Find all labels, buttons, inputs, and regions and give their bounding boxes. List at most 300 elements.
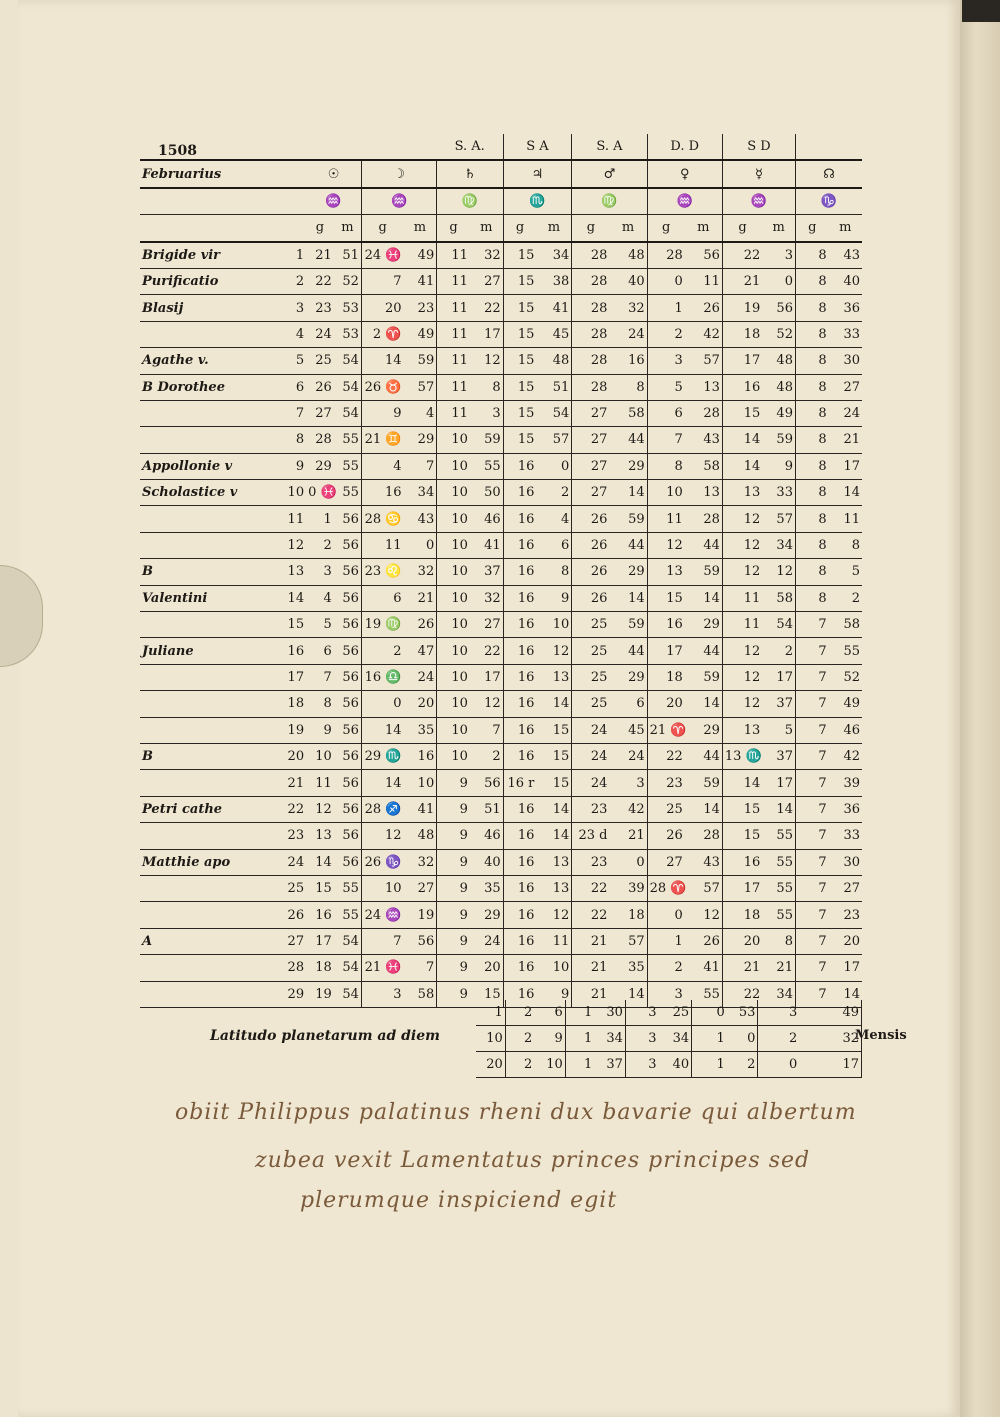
table-cell: 0 ♓ xyxy=(306,480,334,506)
table-cell: 6 xyxy=(306,638,334,664)
table-cell: 7 xyxy=(795,928,828,954)
table-cell: 56 xyxy=(334,823,362,849)
table-cell: 10 xyxy=(437,453,470,479)
table-cell: 20 xyxy=(361,295,403,321)
table-cell: 56 xyxy=(470,770,503,796)
table-row xyxy=(140,427,862,453)
table-row xyxy=(140,717,862,743)
table-row xyxy=(140,480,862,506)
latitude-cell: 37 xyxy=(594,1052,625,1078)
table-cell: 28 xyxy=(647,242,685,269)
table-cell: 8 xyxy=(470,374,503,400)
latitude-cell: 32 xyxy=(799,1026,861,1052)
table-cell: 11 xyxy=(722,612,762,638)
day-number: 21 xyxy=(282,770,306,796)
table-cell: 14 xyxy=(536,691,571,717)
table-cell: 22 xyxy=(470,295,503,321)
saint-name: Petri cathe xyxy=(140,796,282,822)
table-cell: 10 xyxy=(437,691,470,717)
table-cell: 56 xyxy=(334,743,362,769)
latitude-cell: 1 xyxy=(476,1000,505,1026)
table-cell: 20 xyxy=(404,691,437,717)
table-cell: 10 xyxy=(437,532,470,558)
unit: m xyxy=(609,215,647,242)
table-row xyxy=(140,796,862,822)
table-row xyxy=(140,348,862,374)
table-cell: 7 xyxy=(306,664,334,690)
table-cell: 59 xyxy=(609,506,647,532)
table-cell: 55 xyxy=(762,823,795,849)
table-cell: 15 xyxy=(503,348,536,374)
table-cell: 14 xyxy=(722,453,762,479)
latitude-cell: 3 xyxy=(625,1026,658,1052)
table-cell: 16 xyxy=(503,638,536,664)
table-cell: 8 xyxy=(795,268,828,294)
table-cell: 32 xyxy=(404,559,437,585)
day-number: 8 xyxy=(282,427,306,453)
table-cell: 11 xyxy=(437,268,470,294)
unit: m xyxy=(536,215,571,242)
table-cell: 34 xyxy=(404,480,437,506)
table-cell: 16 xyxy=(503,453,536,479)
table-cell: 15 xyxy=(647,585,685,611)
table-cell: 0 xyxy=(536,453,571,479)
jupiter-icon: ♃ xyxy=(503,160,572,187)
table-cell: 26 xyxy=(685,295,723,321)
year: 1508 xyxy=(158,143,197,159)
table-cell: 56 xyxy=(334,796,362,822)
page-edge xyxy=(960,0,1000,1417)
aspect-label: S A xyxy=(503,134,572,160)
table-cell: 6 xyxy=(609,691,647,717)
table-cell: 7 xyxy=(795,743,828,769)
table-cell: 8 xyxy=(795,585,828,611)
table-cell: 33 xyxy=(829,823,862,849)
scorpio-icon: ♏ xyxy=(503,188,572,215)
table-cell: 23 xyxy=(572,796,610,822)
table-cell: 17 xyxy=(470,664,503,690)
latitude-cell: 1 xyxy=(565,1000,594,1026)
table-cell: 42 xyxy=(685,321,723,347)
table-cell: 24 xyxy=(829,400,862,426)
virgo-icon: ♍ xyxy=(437,188,503,215)
handwritten-note: plerumque inspiciend egit xyxy=(300,1188,618,1213)
table-cell: 16 xyxy=(503,691,536,717)
table-cell: 10 xyxy=(437,585,470,611)
table-cell: 17 xyxy=(762,770,795,796)
table-cell: 23 xyxy=(829,902,862,928)
table-cell: 12 xyxy=(722,506,762,532)
table-cell: 16 xyxy=(503,743,536,769)
table-cell: 55 xyxy=(470,453,503,479)
table-row xyxy=(140,770,862,796)
unit: g xyxy=(437,215,470,242)
mensis-label: Mensis xyxy=(855,1028,907,1043)
latitude-cell: 3 xyxy=(625,1052,658,1078)
table-row xyxy=(140,268,862,294)
table-cell: 9 xyxy=(437,770,470,796)
table-cell: 9 xyxy=(437,849,470,875)
saint-name xyxy=(140,902,282,928)
table-cell: 21 xyxy=(722,955,762,981)
saint-name: Matthie apo xyxy=(140,849,282,875)
day-number: 2 xyxy=(282,268,306,294)
table-cell: 25 xyxy=(572,612,610,638)
table-cell: 17 xyxy=(829,955,862,981)
table-cell: 11 xyxy=(361,532,403,558)
table-cell: 4 xyxy=(306,585,334,611)
table-cell: 13 ♏ xyxy=(722,743,762,769)
table-cell: 15 xyxy=(306,875,334,901)
table-cell: 12 xyxy=(762,559,795,585)
table-row xyxy=(140,664,862,690)
table-cell: 22 xyxy=(647,743,685,769)
table-cell: 28 xyxy=(685,823,723,849)
table-row xyxy=(140,559,862,585)
table-cell: 53 xyxy=(334,295,362,321)
day-number: 3 xyxy=(282,295,306,321)
table-cell: 7 xyxy=(647,427,685,453)
table-cell: 56 xyxy=(334,638,362,664)
table-cell: 14 xyxy=(609,480,647,506)
latitude-cell: 17 xyxy=(799,1052,861,1078)
table-cell: 41 xyxy=(685,955,723,981)
table-cell: 7 xyxy=(795,612,828,638)
table-cell: 9 xyxy=(437,902,470,928)
table-cell: 44 xyxy=(609,638,647,664)
table-cell: 28 ♋ xyxy=(361,506,403,532)
table-cell: 49 xyxy=(404,242,437,269)
unit: g xyxy=(572,215,610,242)
table-cell: 40 xyxy=(609,268,647,294)
table-cell: 12 xyxy=(361,823,403,849)
table-cell: 26 xyxy=(572,506,610,532)
table-cell: 55 xyxy=(334,875,362,901)
table-cell: 2 xyxy=(536,480,571,506)
table-cell: 14 xyxy=(609,585,647,611)
table-row xyxy=(140,295,862,321)
table-cell: 9 xyxy=(536,585,571,611)
table-cell: 56 xyxy=(334,717,362,743)
table-cell: 21 xyxy=(572,981,610,1007)
saint-name xyxy=(140,532,282,558)
table-cell: 37 xyxy=(470,559,503,585)
table-cell: 55 xyxy=(334,453,362,479)
table-cell: 20 xyxy=(829,928,862,954)
table-cell: 18 xyxy=(722,902,762,928)
table-cell: 0 xyxy=(609,849,647,875)
latitude-cell: 1 xyxy=(565,1026,594,1052)
table-cell: 10 xyxy=(437,480,470,506)
table-cell: 56 xyxy=(685,242,723,269)
table-cell: 16 ♎ xyxy=(361,664,403,690)
table-cell: 15 xyxy=(503,242,536,269)
table-cell: 13 xyxy=(685,374,723,400)
table-cell: 40 xyxy=(829,268,862,294)
table-cell: 35 xyxy=(404,717,437,743)
table-cell: 15 xyxy=(536,770,571,796)
table-cell: 57 xyxy=(685,875,723,901)
table-cell: 45 xyxy=(536,321,571,347)
table-cell: 59 xyxy=(609,612,647,638)
table-cell: 55 xyxy=(762,849,795,875)
table-cell: 2 xyxy=(470,743,503,769)
table-cell: 7 xyxy=(795,981,828,1007)
latitude-cell: 3 xyxy=(758,1000,799,1026)
table-cell: 2 xyxy=(647,321,685,347)
table-cell: 13 xyxy=(685,480,723,506)
table-cell: 24 xyxy=(572,717,610,743)
venus-icon: ♀ xyxy=(647,160,722,187)
day-number: 18 xyxy=(282,691,306,717)
table-cell: 5 xyxy=(829,559,862,585)
table-cell: 2 xyxy=(829,585,862,611)
table-cell: 16 xyxy=(503,823,536,849)
table-cell: 22 xyxy=(572,875,610,901)
aspect-label: S. A xyxy=(572,134,647,160)
aquarius-icon: ♒ xyxy=(647,188,722,215)
table-cell: 14 xyxy=(361,717,403,743)
saturn-icon: ♄ xyxy=(437,160,503,187)
table-cell: 25 xyxy=(572,664,610,690)
table-cell: 10 xyxy=(647,480,685,506)
table-cell: 4 xyxy=(536,506,571,532)
table-cell: 29 xyxy=(609,664,647,690)
table-cell: 44 xyxy=(609,427,647,453)
saint-name: Purificatio xyxy=(140,268,282,294)
table-cell: 27 xyxy=(572,480,610,506)
latitude-label: Latitudo planetarum ad diem xyxy=(210,1028,440,1044)
table-cell: 16 r xyxy=(503,770,536,796)
table-cell: 56 xyxy=(334,664,362,690)
saint-name: Juliane xyxy=(140,638,282,664)
moon-icon: ☽ xyxy=(361,160,436,187)
table-cell: 48 xyxy=(762,374,795,400)
saint-name xyxy=(140,770,282,796)
table-cell: 3 xyxy=(762,242,795,269)
table-cell: 10 xyxy=(306,743,334,769)
table-cell: 28 xyxy=(685,506,723,532)
table-cell: 29 xyxy=(470,902,503,928)
table-cell: 25 xyxy=(572,691,610,717)
table-cell: 12 xyxy=(722,691,762,717)
table-cell: 7 xyxy=(795,770,828,796)
table-cell: 15 xyxy=(503,268,536,294)
table-cell: 16 xyxy=(503,559,536,585)
table-cell: 28 xyxy=(306,427,334,453)
table-cell: 21 xyxy=(572,928,610,954)
table-cell: 0 xyxy=(404,532,437,558)
table-cell: 16 xyxy=(503,902,536,928)
table-cell: 1 xyxy=(306,506,334,532)
mercury-icon: ☿ xyxy=(722,160,795,187)
aspect-label: S D xyxy=(722,134,795,160)
table-cell: 22 xyxy=(722,981,762,1007)
day-number: 22 xyxy=(282,796,306,822)
table-cell: 56 xyxy=(334,612,362,638)
table-cell: 9 xyxy=(437,955,470,981)
table-cell: 21 ♊ xyxy=(361,427,403,453)
unit: g xyxy=(795,215,828,242)
table-cell: 8 xyxy=(795,559,828,585)
table-cell: 57 xyxy=(404,374,437,400)
unit: m xyxy=(470,215,503,242)
table-cell: 54 xyxy=(334,955,362,981)
table-cell: 56 xyxy=(334,585,362,611)
table-cell: 16 xyxy=(503,664,536,690)
table-cell: 14 xyxy=(722,770,762,796)
table-cell: 7 xyxy=(361,268,403,294)
table-cell: 41 xyxy=(470,532,503,558)
table-row xyxy=(140,585,862,611)
table-cell: 9 xyxy=(361,400,403,426)
table-cell: 4 xyxy=(361,453,403,479)
table-cell: 54 xyxy=(334,981,362,1007)
saint-name xyxy=(140,427,282,453)
latitude-cell: 10 xyxy=(476,1026,505,1052)
day-number: 11 xyxy=(282,506,306,532)
table-cell: 7 xyxy=(795,955,828,981)
day-number: 19 xyxy=(282,717,306,743)
day-number: 29 xyxy=(282,981,306,1007)
latitude-cell: 2 xyxy=(505,1026,534,1052)
table-cell: 35 xyxy=(609,955,647,981)
day-number: 6 xyxy=(282,374,306,400)
table-cell: 11 xyxy=(829,506,862,532)
table-cell: 1 xyxy=(647,295,685,321)
table-cell: 23 xyxy=(306,295,334,321)
units-row xyxy=(140,215,862,242)
sun-icon: ☉ xyxy=(306,160,361,187)
table-cell: 58 xyxy=(762,585,795,611)
table-cell: 21 xyxy=(404,585,437,611)
table-cell: 0 xyxy=(647,902,685,928)
table-cell: 55 xyxy=(334,902,362,928)
table-cell: 10 xyxy=(437,506,470,532)
table-cell: 9 xyxy=(762,453,795,479)
month-name: Februarius xyxy=(140,160,306,187)
table-cell: 59 xyxy=(685,770,723,796)
table-cell: 13 xyxy=(722,717,762,743)
table-cell: 44 xyxy=(685,743,723,769)
latitude-row xyxy=(205,1052,862,1078)
table-cell: 39 xyxy=(609,875,647,901)
table-cell: 42 xyxy=(829,743,862,769)
table-cell: 11 xyxy=(536,928,571,954)
latitude-cell: 1 xyxy=(692,1052,727,1078)
table-row xyxy=(140,638,862,664)
binding-corner xyxy=(962,0,1000,22)
saint-name xyxy=(140,400,282,426)
table-cell: 34 xyxy=(762,532,795,558)
table-cell: 18 xyxy=(722,321,762,347)
table-cell: 7 xyxy=(404,955,437,981)
virgo-icon: ♍ xyxy=(572,188,647,215)
table-cell: 7 xyxy=(470,717,503,743)
table-cell: 13 xyxy=(722,480,762,506)
table-cell: 18 xyxy=(647,664,685,690)
table-cell: 41 xyxy=(404,268,437,294)
table-cell: 20 xyxy=(470,955,503,981)
latitude-cell: 1 xyxy=(692,1026,727,1052)
table-cell: 49 xyxy=(829,691,862,717)
table-cell: 27 xyxy=(572,453,610,479)
table-cell: 21 xyxy=(829,427,862,453)
table-cell: 12 xyxy=(647,532,685,558)
planet-row xyxy=(140,160,862,187)
table-cell: 32 xyxy=(470,585,503,611)
table-cell: 37 xyxy=(762,691,795,717)
table-cell: 14 xyxy=(722,427,762,453)
table-cell: 7 xyxy=(795,638,828,664)
table-cell: 13 xyxy=(306,823,334,849)
table-cell: 51 xyxy=(470,796,503,822)
latitude-cell: 0 xyxy=(758,1052,799,1078)
table-cell: 15 xyxy=(722,400,762,426)
table-cell: 39 xyxy=(829,770,862,796)
table-cell: 56 xyxy=(334,691,362,717)
table-cell: 48 xyxy=(536,348,571,374)
table-cell: 50 xyxy=(470,480,503,506)
latitude-cell: 0 xyxy=(727,1026,758,1052)
table-cell: 22 xyxy=(722,242,762,269)
table-cell: 32 xyxy=(404,849,437,875)
table-cell: 15 xyxy=(503,295,536,321)
table-cell: 10 xyxy=(361,875,403,901)
table-cell: 26 xyxy=(404,612,437,638)
table-cell: 34 xyxy=(536,242,571,269)
table-cell: 16 xyxy=(306,902,334,928)
table-cell: 12 xyxy=(722,664,762,690)
table-cell: 19 xyxy=(722,295,762,321)
table-cell: 16 xyxy=(404,743,437,769)
table-cell: 8 xyxy=(795,506,828,532)
table-cell: 2 ♈ xyxy=(361,321,403,347)
table-cell: 12 xyxy=(306,796,334,822)
table-cell: 48 xyxy=(404,823,437,849)
table-cell: 16 xyxy=(647,612,685,638)
day-number: 14 xyxy=(282,585,306,611)
table-cell: 24 xyxy=(609,321,647,347)
table-cell: 56 xyxy=(334,559,362,585)
table-cell: 0 xyxy=(361,691,403,717)
table-cell: 12 xyxy=(722,559,762,585)
table-cell: 17 xyxy=(722,348,762,374)
table-cell: 52 xyxy=(334,268,362,294)
table-cell: 14 xyxy=(685,796,723,822)
table-cell: 57 xyxy=(685,348,723,374)
latitude-cell: 2 xyxy=(505,1052,534,1078)
table-cell: 29 xyxy=(685,612,723,638)
saint-name: Agathe v. xyxy=(140,348,282,374)
table-cell: 14 xyxy=(306,849,334,875)
table-cell: 56 xyxy=(334,849,362,875)
table-cell: 22 xyxy=(572,902,610,928)
table-cell: 56 xyxy=(334,770,362,796)
table-cell: 8 xyxy=(795,321,828,347)
table-row xyxy=(140,242,862,269)
table-cell: 26 xyxy=(572,559,610,585)
table-cell: 55 xyxy=(685,981,723,1007)
aquarius-icon: ♒ xyxy=(361,188,436,215)
table-cell: 7 xyxy=(795,664,828,690)
table-cell: 16 xyxy=(503,717,536,743)
unit: g xyxy=(503,215,536,242)
table-cell: 42 xyxy=(609,796,647,822)
table-row xyxy=(140,902,862,928)
table-cell: 43 xyxy=(404,506,437,532)
day-number: 16 xyxy=(282,638,306,664)
